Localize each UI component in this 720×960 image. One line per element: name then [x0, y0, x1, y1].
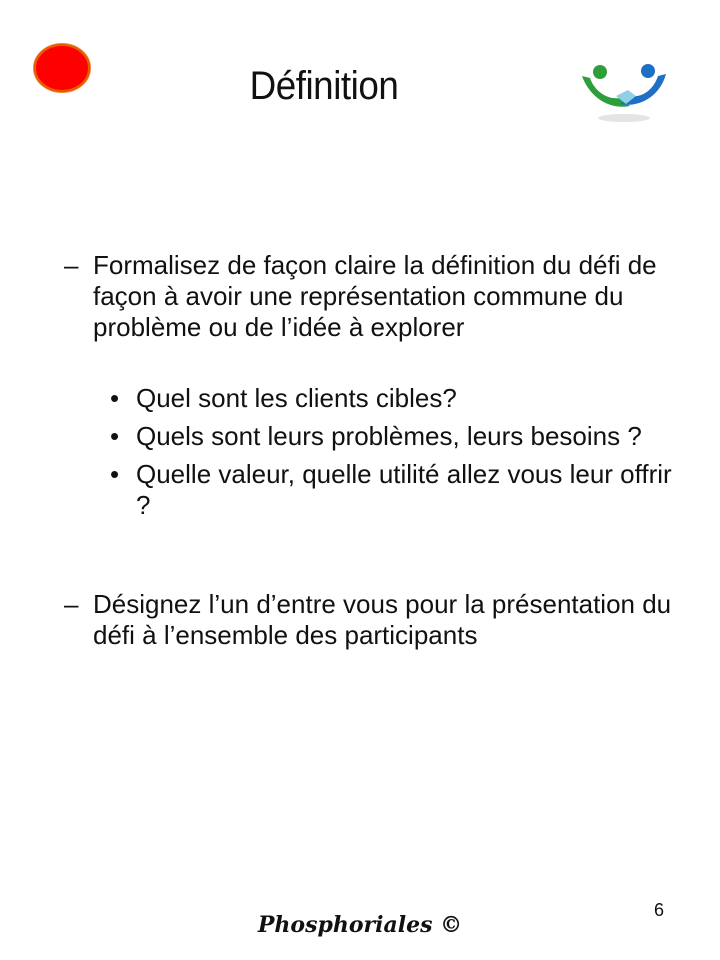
footer-brand: Phosphoriales © — [257, 912, 463, 938]
bullet-item — [60, 459, 680, 521]
slide-title: Définition — [249, 64, 399, 108]
page-number: 6 — [654, 900, 665, 920]
bullet-text: Quelle valeur, quelle utilité allez vous leur offrir ? — [136, 459, 672, 520]
dash-item-1 — [60, 250, 680, 343]
dash-item-text: Formalisez de façon claire la définition du défi de façon à avoir une représentation commune du problème ou de l’idée à explorer — [93, 250, 657, 342]
dash-marker: – — [64, 250, 79, 280]
bullet-marker: • — [110, 459, 120, 489]
dash-item-text: Désignez l’un d’entre vous pour la présentation du défi à l’ensemble des participants — [93, 589, 672, 650]
bullet-marker: • — [110, 383, 120, 413]
dash-marker: – — [64, 589, 79, 619]
handshake-people-logo-icon — [576, 60, 672, 126]
bullet-text: Quels sont leurs problèmes, leurs besoins ? — [136, 421, 642, 451]
bullet-marker: • — [110, 421, 120, 451]
slide-body — [60, 250, 680, 651]
bullet-item — [60, 383, 680, 414]
dash-item-2 — [60, 589, 680, 651]
bullet-item — [60, 421, 680, 452]
bullet-list — [60, 383, 680, 521]
bullet-text: Quel sont les clients cibles? — [136, 383, 457, 413]
